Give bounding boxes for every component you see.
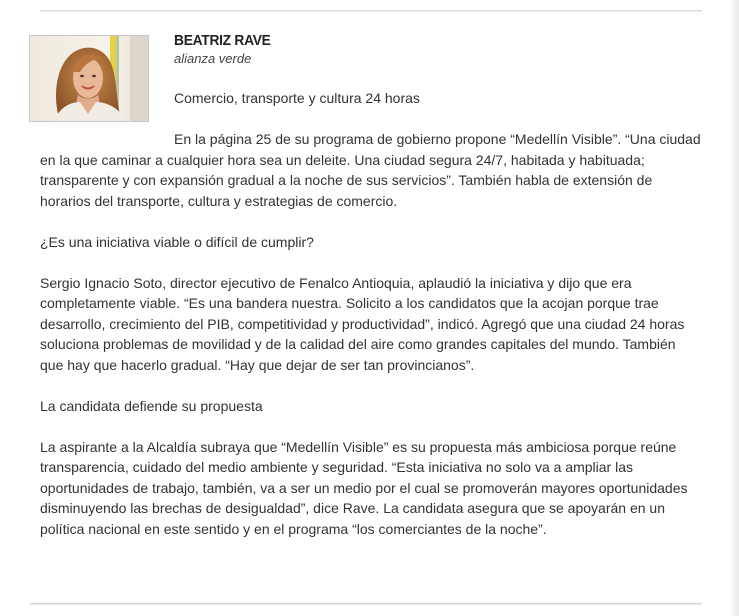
top-divider bbox=[40, 10, 702, 11]
bottom-divider bbox=[30, 603, 702, 604]
paragraph-candidate-defense: La aspirante a la Alcaldía subraya que “Medellín Visible” es su propuesta más ambiciosa porque reúne transparencia, cuidado del medio ambiente y seguridad. “Esta iniciativa no solo va a ampliar las oportunidades de trabajo, también, va a ser un medio por el cual se promoverán mayores oportunidades disminuyendo las brechas de desigualdad”, dice Rave. La candidata asegura que se apoyarán en un política nacional en este sentido y en el programa “los comerciantes de la noche”. bbox=[40, 438, 688, 537]
paragraph-proposal: En la página 25 de su programa de gobierno propone “Medellín Visible”. “Una ciudad en la que caminar a cualquier hora sea un deleite. Una ciudad segura 24/7, habitada y habituada; transparente y con expansión gradual a la noche de sus servicios”. También habla de extensión de horarios del transporte, cultura y estrategias de comercio. bbox=[40, 131, 701, 209]
candidate-header bbox=[174, 30, 702, 67]
candidate-portrait-image bbox=[30, 36, 148, 121]
article-body bbox=[40, 129, 702, 539]
paragraph-fenalco: Sergio Ignacio Soto, director ejecutivo de Fenalco Antioquia, aplaudió la iniciativa y dijo que era completamente viable. “Es una bandera nuestra. Solicito a los candidatos que la acojan porque trae desarrollo, crecimiento del PIB, competitividad y productividad”, indicó. Agregó que una ciudad 24 horas soluciona problemas de movilidad y de la calidad del aire como grandes capitales del mundo. También que hay que hacerlo gradual. “Hay que dejar de ser tan provincianos”. bbox=[40, 274, 685, 373]
candidate-party: alianza verde bbox=[174, 51, 252, 66]
candidate-photo bbox=[29, 35, 149, 122]
candidate-name: BEATRIZ RAVE bbox=[174, 32, 271, 49]
paragraph-section-heading: La candidata defiende su propuesta bbox=[40, 397, 263, 414]
article-subtitle: Comercio, transporte y cultura 24 horas bbox=[174, 90, 420, 106]
candidate-card bbox=[40, 30, 702, 560]
paragraph-question: ¿Es una iniciativa viable o difícil de cumplir? bbox=[40, 233, 314, 250]
page-edge-shadow bbox=[729, 0, 739, 616]
